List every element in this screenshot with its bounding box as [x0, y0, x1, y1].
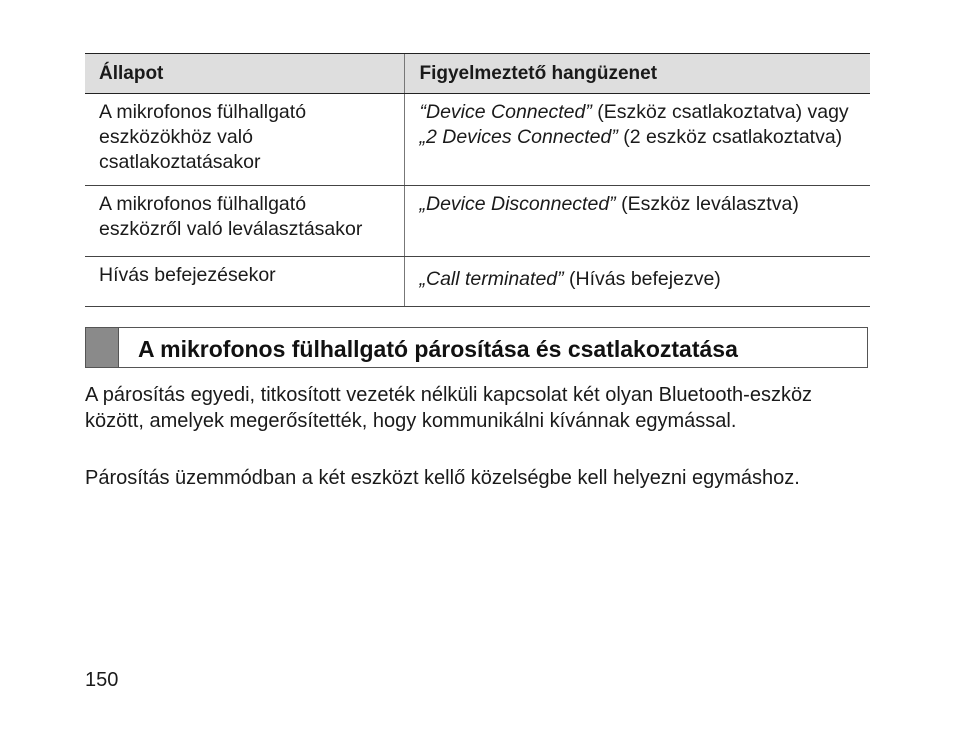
section-marker — [86, 328, 119, 367]
table-row — [85, 186, 870, 257]
header-status: Állapot — [85, 54, 404, 94]
state-line: eszközökhöz való — [99, 126, 253, 148]
state-line: eszközről való leválasztásakor — [99, 218, 363, 240]
state-line: csatlakoztatásakor — [99, 151, 261, 173]
message-cell — [404, 94, 870, 186]
state-line: A mikrofonos fülhallgató — [99, 193, 307, 215]
message-translation: (Eszköz leválasztva) — [615, 193, 799, 215]
message-cell — [404, 257, 870, 307]
table-row — [85, 94, 870, 186]
section-heading — [85, 327, 868, 368]
message-translation: (Eszköz csatlakoztatva) vagy — [591, 101, 849, 123]
table-header-row — [85, 54, 870, 94]
body-paragraph: A párosítás egyedi, titkosított vezeték nélküli kapcsolat két olyan Bluetooth-eszköz között, amelyek megerősítették, hogy kommunikálni kívánnak egymással. — [85, 384, 813, 432]
state-cell — [85, 257, 404, 307]
header-voice-message: Figyelmeztető hangüzenet — [404, 54, 870, 94]
state-cell — [85, 186, 404, 257]
message-quote: „Call terminated” — [419, 268, 564, 290]
message-translation: (Hívás befejezve) — [563, 268, 721, 290]
state-cell — [85, 94, 404, 186]
message-quote: „2 Devices Connected” — [419, 126, 618, 148]
message-quote: “Device Connected” — [419, 101, 592, 123]
message-quote: „Device Disconnected” — [419, 193, 616, 215]
page-number: 150 — [85, 669, 119, 691]
status-message-table — [85, 53, 870, 307]
message-cell — [404, 186, 870, 257]
state-line: A mikrofonos fülhallgató — [99, 101, 307, 123]
body-paragraph: Párosítás üzemmódban a két eszközt kellő közelségbe kell helyezni egymáshoz. — [85, 467, 800, 489]
table-row — [85, 257, 870, 307]
message-translation: (2 eszköz csatlakoztatva) — [617, 126, 843, 148]
section-title: A mikrofonos fülhallgató párosítása és csatlakoztatása — [138, 336, 738, 362]
state-line: Hívás befejezésekor — [99, 264, 276, 286]
